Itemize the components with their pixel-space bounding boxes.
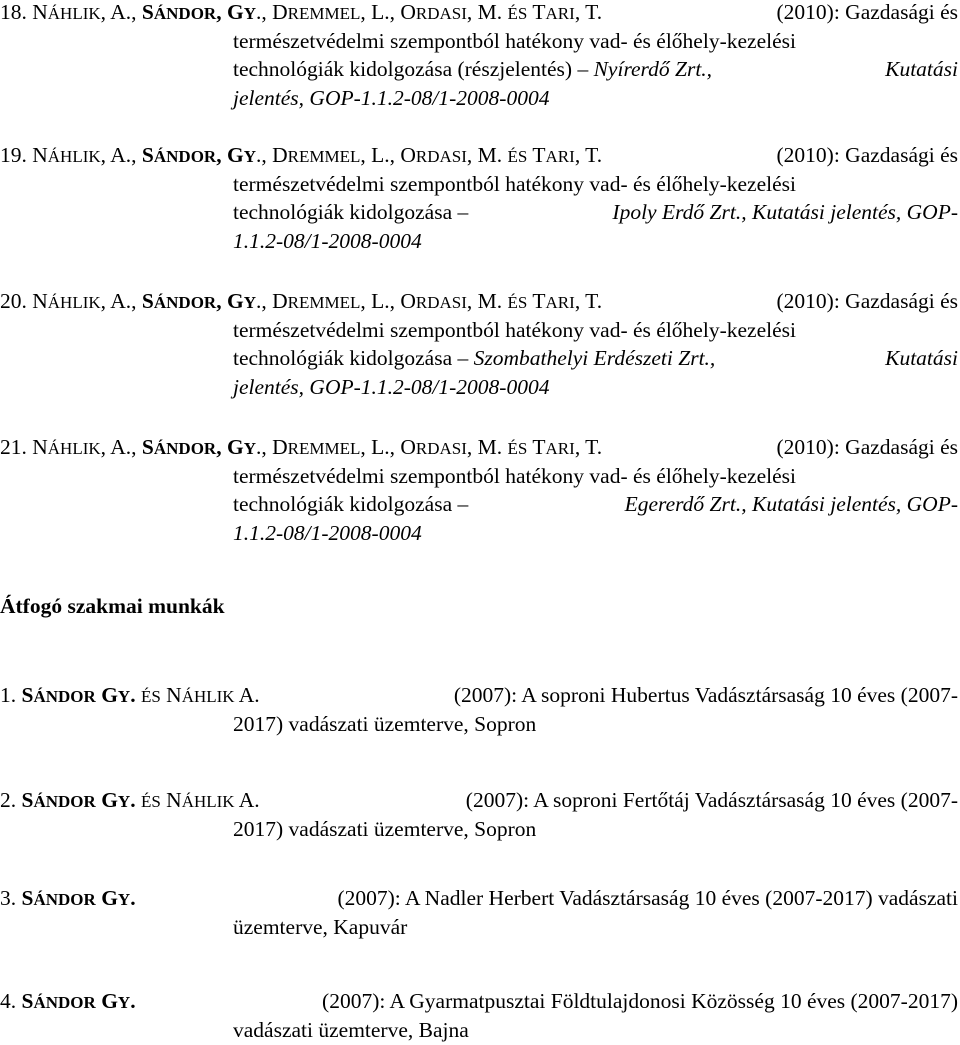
- work-entry-3: [0, 884, 958, 941]
- work-line-1: 1. SÁNDOR GY. ÉS NÁHLIK A. (2007): A soproni Hubertus Vadásztársaság 10 éves (2007-: [0, 683, 958, 707]
- reference-line-1: [0, 141, 958, 170]
- reference-line-2: természetvédelmi szempontból hatékony vad- és élőhely-kezelési: [233, 28, 796, 53]
- reference-line-4: 1.1.2-08/1-2008-0004: [233, 228, 422, 253]
- reference-line-3: technológiák kidolgozása – Szombathelyi Erdészeti Zrt., Kutatási: [233, 346, 958, 370]
- work-line-2: üzemterve, Kapuvár: [233, 914, 408, 939]
- reference-entry-18: [0, 0, 958, 112]
- reference-line-1: [0, 287, 958, 316]
- reference-line-2: természetvédelmi szempontból hatékony vad- és élőhely-kezelési: [233, 317, 796, 342]
- work-line-2: 2017) vadászati üzemterve, Sopron: [233, 816, 537, 841]
- reference-line-2: természetvédelmi szempontból hatékony vad- és élőhely-kezelési: [233, 463, 796, 488]
- work-line-1: 2. SÁNDOR GY. ÉS NÁHLIK A. (2007): A soproni Fertőtáj Vadásztársaság 10 éves (2007-: [0, 788, 958, 812]
- work-entry-1: [0, 681, 958, 738]
- reference-entry-20: [0, 287, 958, 401]
- reference-line-4: jelentés, GOP-1.1.2-08/1-2008-0004: [233, 85, 550, 110]
- section-heading: Átfogó szakmai munkák: [0, 594, 225, 618]
- reference-authors: 20. NÁHLIK, A., SÁNDOR, GY., DREMMEL, L., ORDASI, M. ÉS TARI, T.: [0, 289, 603, 313]
- work-line-2: vadászati üzemterve, Bajna: [233, 1017, 469, 1042]
- reference-authors: 18. NÁHLIK, A., SÁNDOR, GY., DREMMEL, L., ORDASI, M. ÉS TARI, T.: [0, 0, 603, 24]
- work-entry-4: [0, 987, 958, 1044]
- reference-line-1: [0, 433, 958, 462]
- reference-year: (2010): Gazdasági és: [776, 143, 958, 167]
- reference-line-4: 1.1.2-08/1-2008-0004: [233, 520, 422, 545]
- reference-line-1: [0, 0, 958, 27]
- reference-year: (2010): Gazdasági és: [776, 435, 958, 459]
- reference-entry-21: [0, 433, 958, 547]
- reference-line-3: technológiák kidolgozása – Egererdő Zrt., Kutatási jelentés, GOP-: [233, 492, 958, 516]
- work-line-1: 3. SÁNDOR GY. (2007): A Nadler Herbert Vadásztársaság 10 éves (2007-2017) vadászati: [0, 886, 958, 910]
- reference-line-4: jelentés, GOP-1.1.2-08/1-2008-0004: [233, 374, 550, 399]
- work-line-2: 2017) vadászati üzemterve, Sopron: [233, 711, 537, 736]
- work-entry-2: [0, 786, 958, 843]
- reference-authors: 21. NÁHLIK, A., SÁNDOR, GY., DREMMEL, L., ORDASI, M. ÉS TARI, T.: [0, 435, 603, 459]
- reference-authors: 19. NÁHLIK, A., SÁNDOR, GY., DREMMEL, L., ORDASI, M. ÉS TARI, T.: [0, 143, 603, 167]
- reference-year: (2010): Gazdasági és: [776, 289, 958, 313]
- reference-year: (2010): Gazdasági és: [776, 0, 958, 24]
- reference-line-3: technológiák kidolgozása – Ipoly Erdő Zrt., Kutatási jelentés, GOP-: [233, 200, 958, 224]
- reference-line-3: technológiák kidolgozása (részjelentés) – Nyírerdő Zrt., Kutatási: [233, 57, 958, 81]
- work-line-1: 4. SÁNDOR GY. (2007): A Gyarmatpusztai Földtulajdonosi Közösség 10 éves (2007-2017): [0, 989, 958, 1013]
- reference-line-2: természetvédelmi szempontból hatékony vad- és élőhely-kezelési: [233, 171, 796, 196]
- reference-entry-19: [0, 141, 958, 255]
